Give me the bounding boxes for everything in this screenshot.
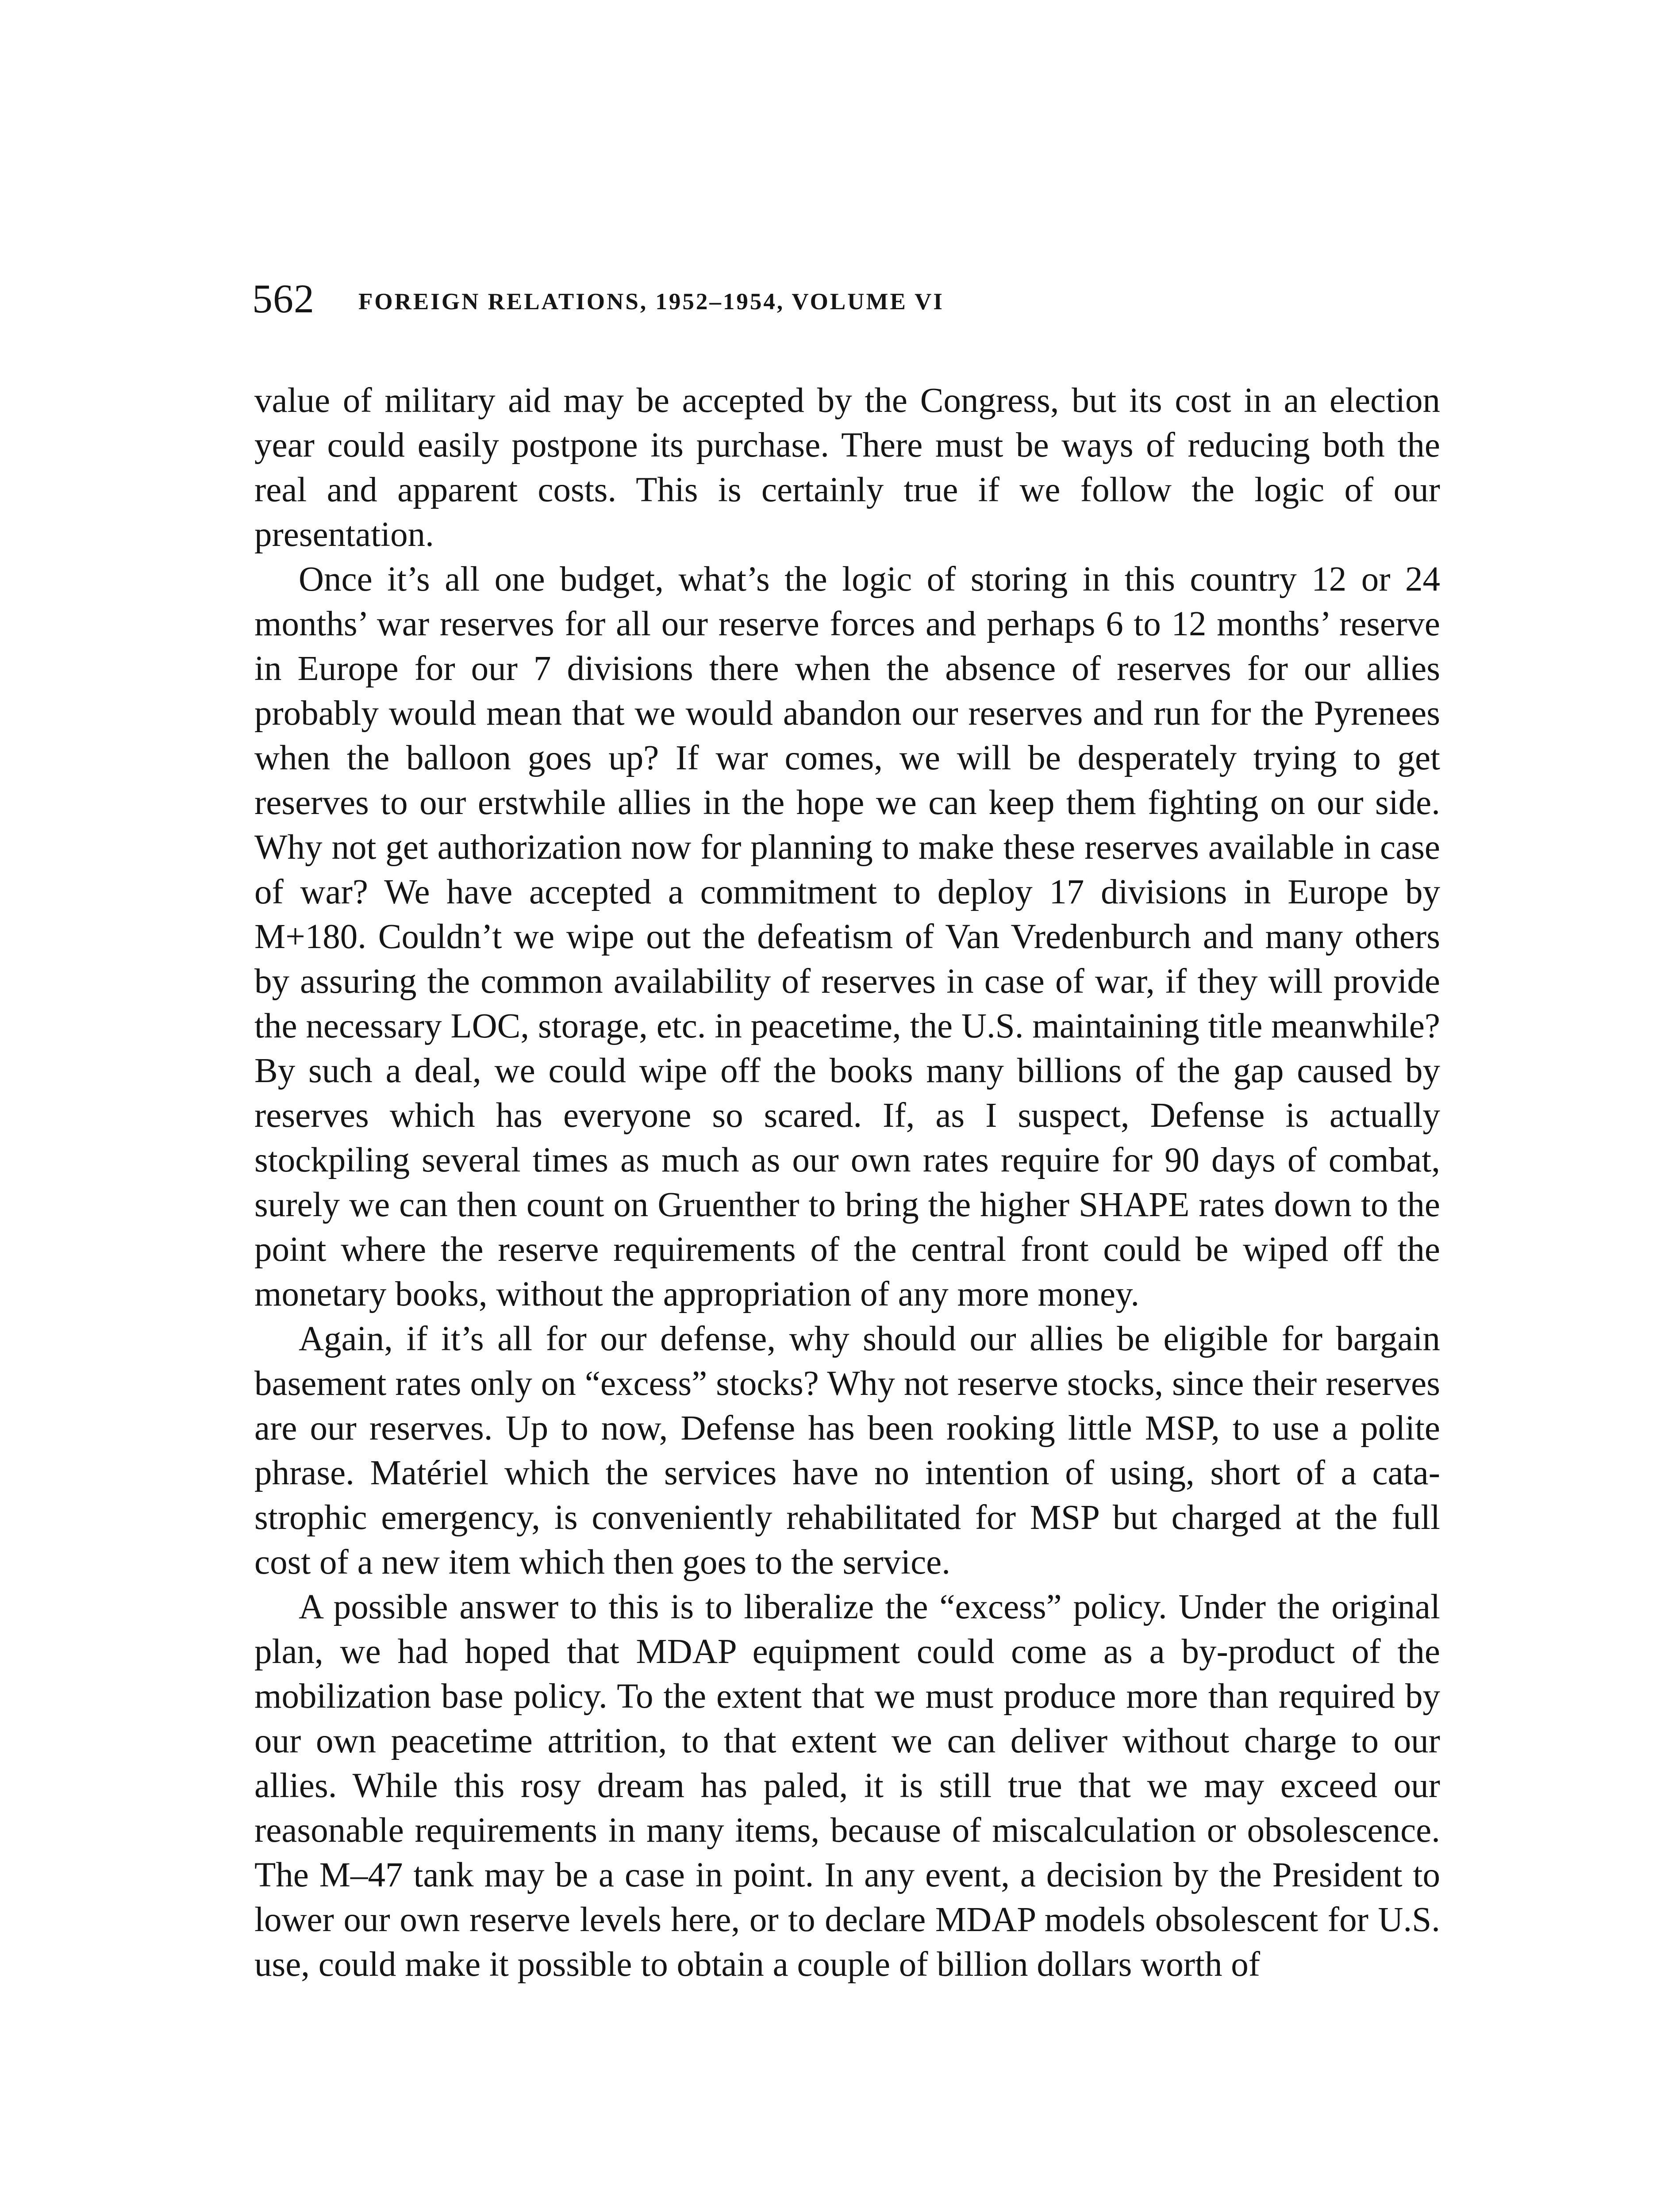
- paragraph-war-reserves: Once it’s all one budget, what’s the logic of storing in this country 12 or 24 months’ war reserves for all our reserve forces and perhaps 6 to 12 months’ reserve in Europe for our 7 divisions there when the absence of reserves for our allies probably would mean that we would abandon our reserves and run for the Pyrenees when the balloon goes up? If war comes, we will be desperately trying to get reserves to our erstwhile allies in the hope we can keep them fighting on our side. Why not get authorization now for planning to make these reserves available in case of war? We have accepted a commitment to deploy 17 divisions in Europe by M+180. Couldn’t we wipe out the defeatism of Van Vredenburch and many others by assuring the common availability of reserves in case of war, if they will provide the necessary LOC, storage, etc. in peacetime, the U.S. maintaining title meanwhile? By such a deal, we could wipe off the books many billions of the gap caused by reserves which has everyone so scared. If, as I suspect, Defense is actually stockpiling several times as much as our own rates require for 90 days of combat, surely we can then count on Gruenther to bring the higher SHAPE rates down to the point where the reserve requirements of the central front could be wiped off the monetary books, without the appropriation of any more money.: [254, 560, 1440, 1313]
- running-title: FOREIGN RELATIONS, 1952–1954, VOLUME VI: [358, 289, 945, 315]
- body-text: [254, 378, 1440, 2212]
- paragraph-excess-stocks: Again, if it’s all for our defense, why should our allies be eligible for bargain basement rates only on “excess” stocks? Why not reserve stocks, since their reserves are our reserves. Up to now, Defense has been rooking little MSP, to use a polite phrase. Matériel which the services have no intention of using, short of a catastrophic emergency, is conveniently rehabilitated for MSP but charged at the full cost of a new item which then goes to the service.: [254, 1320, 1440, 1582]
- paragraph-continuation: value of military aid may be accepted by the Congress, but its cost in an election year could easily postpone its purchase. There must be ways of reducing both the real and apparent costs. This is certainly true if we follow the logic of our presentation.: [254, 381, 1440, 554]
- page-number: 562: [252, 276, 315, 321]
- paragraph-liberalize-policy: A possible answer to this is to liberalize the “excess” policy. Under the original plan, we had hoped that MDAP equipment could come as a by-product of the mobilization base policy. To the extent that we must produce more than required by our own peacetime attrition, to that extent we can deliver without charge to our allies. While this rosy dream has paled, it is still true that we may exceed our reasonable requirements in many items, because of miscalculation or obsolescence. The M–47 tank may be a case in point. In any event, a decision by the President to lower our own reserve levels here, or to declare MDAP models obsolescent for U.S. use, could make it possible to obtain a couple of billion dollars worth of: [254, 1588, 1440, 1984]
- running-header: [252, 274, 1438, 336]
